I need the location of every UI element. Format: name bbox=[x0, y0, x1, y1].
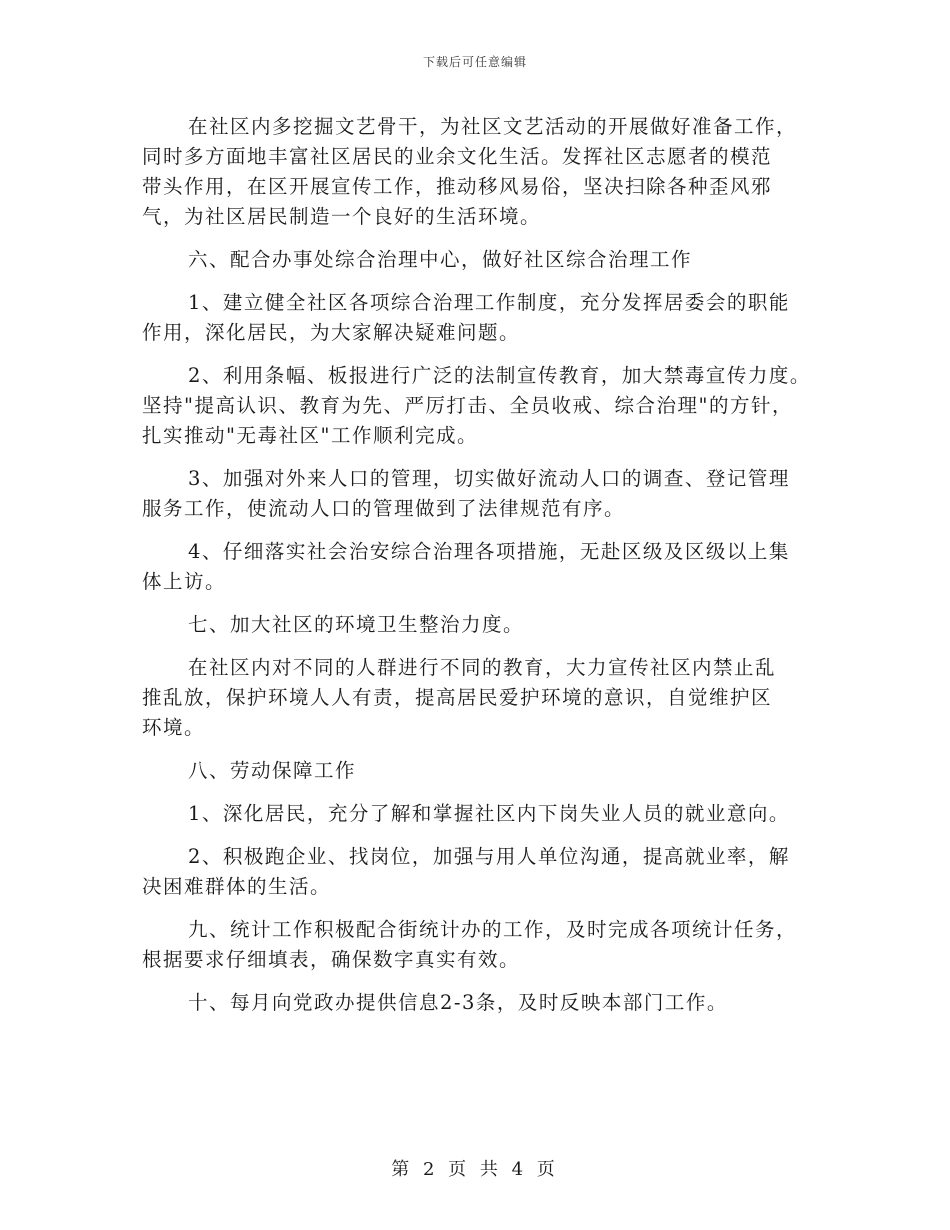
paragraph bbox=[142, 842, 822, 902]
paragraph-first-line: 1、深化居民，充分了解和掌握社区内下岗失业人员的就业意向。 bbox=[188, 802, 790, 825]
paragraph-first-line: 1、建立健全社区各项综合治理工作制度，充分发挥居委会的职能 bbox=[188, 291, 790, 314]
paragraph-first-line: 九、统计工作积极配合街统计办的工作，及时完成各项统计任务， bbox=[188, 918, 798, 941]
page-header: 下载后可任意编辑 bbox=[422, 55, 527, 69]
paragraph-line: 带头作用，在区开展宣传工作，推动移风易俗，坚决扫除各种歪风邪 bbox=[142, 175, 773, 198]
paragraph-line: 体上访。 bbox=[142, 570, 227, 593]
paragraph-first-line: 七、加大社区的环境卫生整治力度。 bbox=[188, 613, 525, 636]
paragraph-first-line: 在社区内多挖掘文艺骨干，为社区文艺活动的开展做好准备工作， bbox=[188, 115, 798, 138]
paragraph bbox=[142, 464, 822, 524]
paragraph bbox=[142, 988, 822, 1018]
paragraph-line: 作用，深化居民，为大家解决疑难问题。 bbox=[142, 321, 521, 344]
paragraph-gap bbox=[142, 743, 822, 756]
paragraph-line: 坚持"提高认识、教育为先、严厉打击、全员收戒、综合治理"的方针， bbox=[142, 394, 793, 417]
paragraph-line: 服务工作，使流动人口的管理做到了法律规范有序。 bbox=[142, 497, 626, 520]
document-body bbox=[142, 112, 822, 1018]
paragraph bbox=[142, 288, 822, 348]
paragraph-line: 推乱放，保护环境人人有责，提高居民爱护环境的意识，自觉维护区 bbox=[142, 686, 773, 709]
paragraph-line: 扎实推动"无毒社区"工作顺利完成。 bbox=[142, 424, 478, 447]
paragraph-line: 气，为社区居民制造一个良好的生活环境。 bbox=[142, 205, 542, 228]
paragraph-gap bbox=[142, 786, 822, 799]
paragraph-gap bbox=[142, 275, 822, 288]
paragraph-line: 同时多方面地丰富社区居民的业余文化生活。发挥社区志愿者的模范 bbox=[142, 145, 773, 168]
paragraph-first-line: 2、积极跑企业、找岗位，加强与用人单位沟通，提高就业率，解 bbox=[188, 845, 790, 868]
paragraph-first-line: 2、利用条幅、板报进行广泛的法制宣传教育，加大禁毒宣传力度。 bbox=[188, 364, 811, 387]
paragraph-first-line: 六、配合办事处综合治理中心，做好社区综合治理工作 bbox=[188, 248, 693, 271]
paragraph-gap bbox=[142, 829, 822, 842]
paragraph bbox=[142, 537, 822, 597]
paragraph bbox=[142, 610, 822, 640]
paragraph-first-line: 在社区内对不同的人群进行不同的教育，大力宣传社区内禁止乱 bbox=[188, 656, 777, 679]
page-footer: 第 2 页 共 4 页 bbox=[391, 1159, 559, 1180]
paragraph-gap bbox=[142, 640, 822, 653]
paragraph-gap bbox=[142, 348, 822, 361]
paragraph bbox=[142, 245, 822, 275]
paragraph bbox=[142, 756, 822, 786]
paragraph-line: 根据要求仔细填表，确保数字真实有效。 bbox=[142, 948, 521, 971]
paragraph-gap bbox=[142, 975, 822, 988]
paragraph-line: 环境。 bbox=[142, 716, 206, 739]
paragraph-gap bbox=[142, 597, 822, 610]
paragraph-gap bbox=[142, 232, 822, 245]
paragraph-gap bbox=[142, 902, 822, 915]
paragraph-first-line: 十、每月向党政办提供信息2-3条，及时反映本部门工作。 bbox=[188, 991, 728, 1014]
paragraph-first-line: 4、仔细落实社会治安综合治理各项措施，无赴区级及区级以上集 bbox=[188, 540, 790, 563]
paragraph bbox=[142, 915, 822, 975]
paragraph bbox=[142, 653, 822, 743]
paragraph-gap bbox=[142, 451, 822, 464]
paragraph-line: 决困难群体的生活。 bbox=[142, 875, 332, 898]
paragraph bbox=[142, 799, 822, 829]
paragraph-first-line: 八、劳动保障工作 bbox=[188, 759, 357, 782]
paragraph bbox=[142, 361, 822, 451]
paragraph bbox=[142, 112, 822, 232]
paragraph-gap bbox=[142, 524, 822, 537]
paragraph-first-line: 3、加强对外来人口的管理，切实做好流动人口的调查、登记管理 bbox=[188, 467, 790, 490]
